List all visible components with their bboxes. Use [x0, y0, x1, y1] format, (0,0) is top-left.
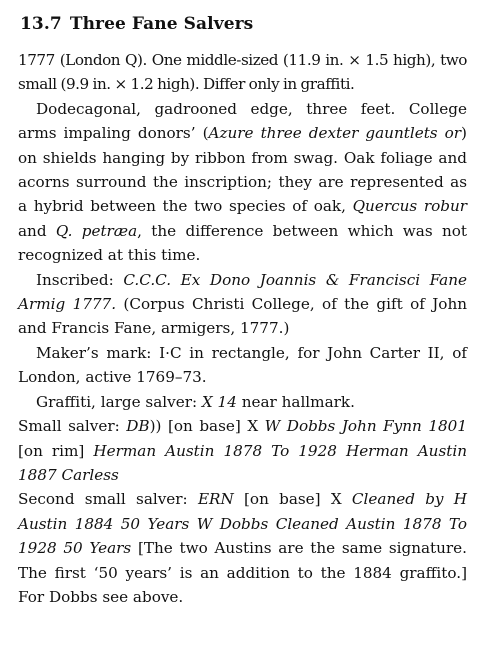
graffiti-large-paragraph [18, 390, 467, 414]
inscription-label: Inscribed: [36, 270, 124, 289]
graffiti-note: [The two Austins are the same signature. The first ‘50 years’ is an addition to the 1884 graffito.] For Dobbs see above. [18, 539, 467, 606]
entry-number: 13.7 [20, 14, 62, 34]
graffiti-text: Cleaned by H Austin 1884 50 Years W Dobbs Cleaned Austin 1878 To 1928 50 Years [18, 490, 467, 558]
graffiti-note: )) [on base] X [149, 417, 265, 436]
graffiti-text: X 14 [201, 392, 237, 411]
entry-heading [20, 14, 467, 34]
makers-mark-paragraph: Maker’s mark: I·C in rectangle, for John Carter II, of London, active 1769–73. [18, 343, 467, 387]
inscription-text: C.C.C. Ex Dono Joannis & Francisci Fane Armig 1777. [18, 270, 467, 314]
description-paragraph [18, 97, 467, 268]
graffiti-small-paragraph [18, 414, 467, 487]
species-name: Quercus robur [352, 197, 467, 216]
graffiti-note: [on rim] [18, 441, 94, 460]
description-text: Dodecagonal, gadrooned edge, three feet. College arms impaling donors’ ( [18, 99, 467, 143]
description-text: and [18, 221, 56, 240]
inscription-paragraph [18, 268, 467, 341]
graffiti-note: near hallmark. [236, 392, 355, 411]
description-text: , the difference between which was not recognized at this time. [18, 221, 468, 265]
entry-body [18, 48, 467, 609]
graffiti-second-small-paragraph [18, 487, 467, 609]
inscription-translation: (Corpus Christi College, of the gift of John and Francis Fane, armigers, 1777.) [18, 295, 468, 338]
date-and-dimensions-paragraph: 1777 (London Q). One middle-sized (11.9 in. × 1.5 high), two small (9.9 in. × 1.2 high). Differ only in graffiti. [18, 51, 467, 94]
description-text: ) on shields hanging by ribbon from swag. Oak foliage and acorns surround the inscription; they are represented as a hybrid between the two species of oak, [18, 124, 467, 216]
graffiti-text: ERN [197, 490, 234, 509]
graffiti-label: Small salver: [18, 417, 127, 436]
graffiti-note: [on base] X [233, 490, 352, 509]
heraldic-blazon: Azure three dexter gauntlets or [208, 124, 462, 143]
graffiti-text: W Dobbs John Fynn 1801 [264, 417, 467, 436]
species-name: Q. petræa [55, 221, 138, 240]
graffiti-monogram: DB [126, 417, 150, 436]
graffiti-text: Herman Austin 1878 To 1928 Herman Austin 1887 Carless [18, 441, 467, 484]
graffiti-label: Second small salver: [18, 490, 198, 509]
graffiti-label: Graffiti, large salver: [36, 392, 202, 411]
entry-title: Three Fane Salvers [69, 14, 254, 34]
